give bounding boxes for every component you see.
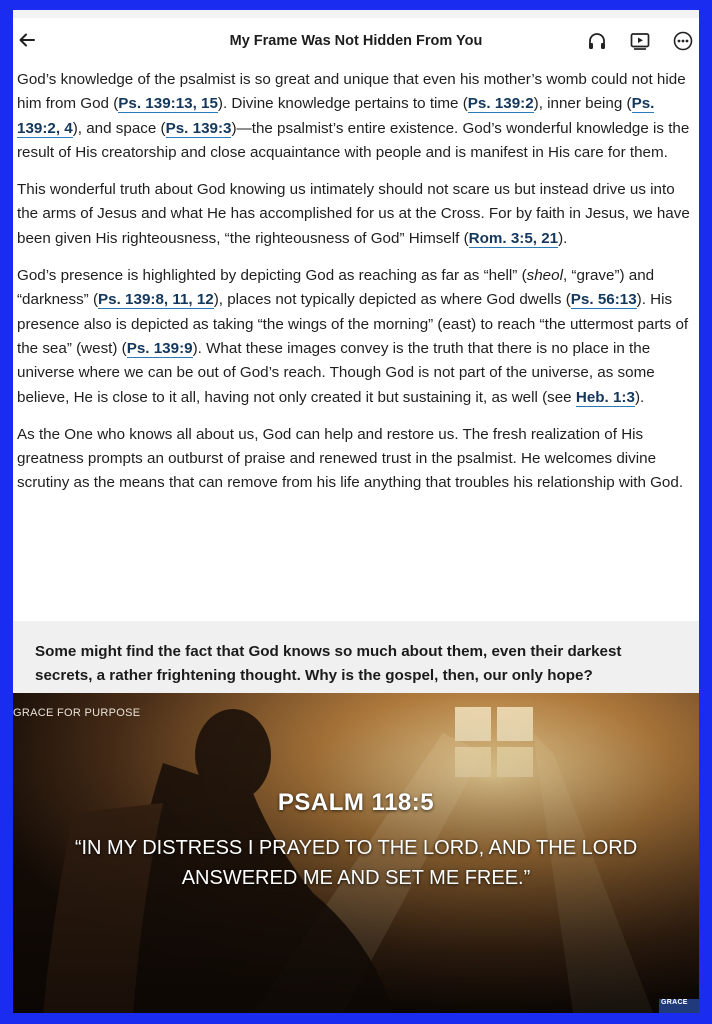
headphones-icon[interactable]	[586, 30, 608, 52]
italic-term: sheol	[526, 267, 563, 285]
play-video-icon[interactable]	[629, 30, 651, 52]
scripture-reference-link[interactable]: Ps. 56:13	[570, 291, 637, 309]
verse-text: “IN MY DISTRESS I PRAYED TO THE LORD, AND THE LORD ANSWERED ME AND SET ME FREE.”	[74, 837, 638, 889]
paragraph-text: ).	[634, 388, 645, 406]
paragraph-text: ), inner being (	[533, 95, 632, 113]
paragraph-text: This wonderful truth about God knowing us intimately should not scare us but instead drive us into the arms of Jesus and what He has accomplished for us at the Cross. For by faith in Jesus, we have been given His righteousness, “the righteousness of God” Himself (	[17, 181, 690, 247]
article-body	[17, 68, 693, 509]
paragraph-text: ).	[558, 229, 568, 247]
article-paragraph	[17, 178, 693, 251]
top-bar	[13, 10, 699, 66]
scripture-reference-link[interactable]: Ps. 139:2	[467, 95, 534, 113]
paragraph-text: God’s knowledge of the psalmist is so great and unique that even his mother’s womb could not hide him from God (	[17, 71, 686, 113]
image-brand-watermark: GRACE FOR PURPOSE	[13, 707, 141, 719]
paragraph-text: ), and space (	[72, 119, 166, 137]
article-paragraph	[17, 423, 693, 496]
back-arrow-icon[interactable]	[17, 30, 37, 50]
scripture-reference-link[interactable]: Ps. 139:8, 11, 12	[98, 291, 214, 309]
scripture-reference-link[interactable]: Rom. 3:5, 21	[468, 229, 559, 247]
paragraph-text: As the One who knows all about us, God can help and restore us. The fresh realization of His greatness prompts an outburst of praise and renewed trust in the psalmist. He welcomes divine scrutiny as the means that can remove from his life anything that troubles his relationship with God.	[17, 425, 684, 492]
scripture-reference-link[interactable]: Ps. 139:3	[165, 119, 232, 137]
paragraph-text: ). Divine knowledge pertains to time (	[217, 95, 468, 113]
discussion-question: Some might find the fact that God knows so much about them, even their darkest secrets, a rather frightening thought. Why is the gospel, then, our only hope?	[35, 643, 622, 684]
discussion-question-box	[13, 621, 699, 693]
paragraph-text: God’s presence is highlighted by depicting God as reaching as far as “hell” (	[17, 267, 527, 285]
app-frame	[13, 10, 699, 1013]
corner-logo: GRACE	[661, 999, 688, 1006]
scripture-reference-link[interactable]: Ps. 139:13, 15	[118, 95, 218, 113]
paragraph-text: ). What these images convey is the truth that there is no place in the universe where we can be out of God’s reach. Though God is not part of the universe, as some believe, He is close to it all, having not only created it but sustaining it, as well (see	[17, 339, 655, 406]
article-paragraph	[17, 68, 693, 165]
paragraph-text: )—the psalmist’s entire existence. God’s wonderful knowledge is the result of His creatorship and close acquaintance with people and is manifest in His care for them.	[17, 119, 690, 161]
scripture-reference-link[interactable]: Ps. 139:2, 4	[17, 95, 655, 137]
article-paragraph	[17, 264, 693, 410]
verse-reference: PSALM 118:5	[277, 789, 435, 816]
status-bar	[13, 10, 699, 18]
scripture-reference-link[interactable]: Heb. 1:3	[575, 388, 635, 406]
paragraph-text: , “grave”) and “darkness” (	[17, 267, 655, 309]
more-options-icon[interactable]	[672, 30, 694, 52]
verse-image	[13, 693, 699, 1013]
page-title: My Frame Was Not Hidden From You	[229, 33, 483, 49]
paragraph-text: ). His presence also is depicted as taking “the wings of the morning” (east) to reach “the uttermost parts of the sea” (west) (	[17, 291, 689, 357]
scripture-reference-link[interactable]: Ps. 139:9	[126, 339, 193, 357]
paragraph-text: ), places not typically depicted as where God dwells (	[213, 291, 571, 309]
